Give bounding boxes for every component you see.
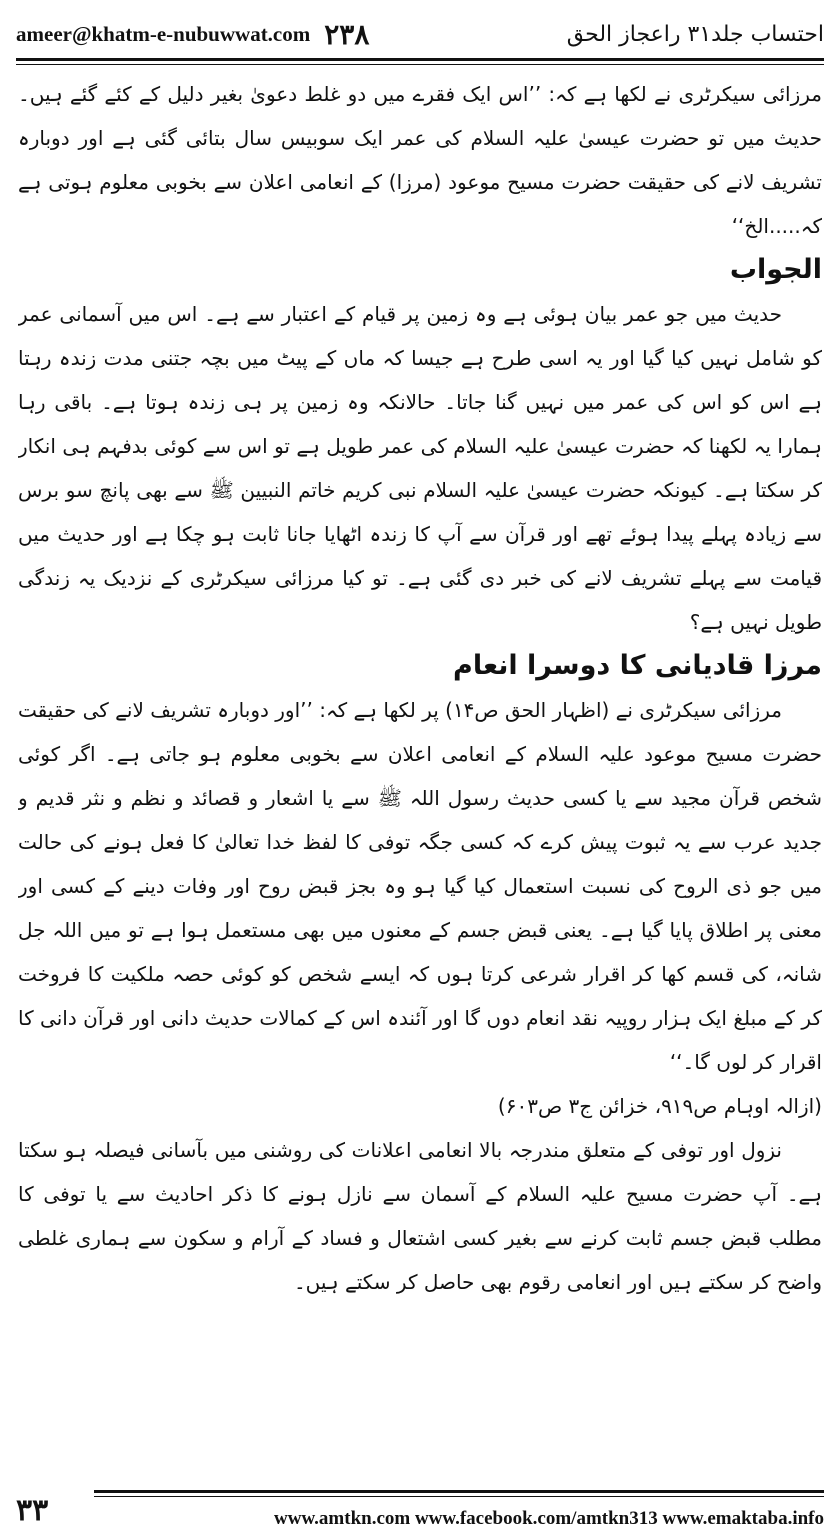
header-rule — [16, 58, 824, 61]
paragraph-conclusion: نزول اور توفی کے متعلق مندرجہ بالا انعامی اعلانات کی روشنی میں بآسانی فیصلہ ہو سکتا ہے۔ آپ حضرت مسیح علیہ السلام کے آسمان سے نازل ہونے کا ذکر احادیث سے یا توفی کا مطلب قبض جسم ثابت کرنے سے بغیر کسی اشتعال و فساد کے آرام و سکون سے ہماری غلطی واضح کر سکتے ہیں اور انعامی رقوم بھی حاصل کر سکتے ہیں۔ — [18, 1138, 822, 1294]
footer-rule-thin — [94, 1496, 824, 1497]
header-page-number: ۲۳۸ — [324, 17, 370, 51]
footer-websites[interactable]: www.amtkn.com www.facebook.com/amtkn313 www.emaktaba.info — [274, 1508, 824, 1529]
page-header — [16, 14, 824, 54]
page-body — [18, 72, 822, 1472]
header-book-title: احتساب جلد۳۱ راعجاز الحق — [566, 21, 824, 47]
footer-rule-area — [94, 1486, 824, 1530]
header-email: ameer@khatm-e-nubuwwat.com — [16, 21, 311, 46]
citation-reference: (ازالہ اوہام ص۹۱۹، خزائن ج۳ ص۶۰۳) — [497, 1094, 822, 1118]
paragraph-quote-secretary: مرزائی سیکرٹری نے لکھا ہے کہ: ’’اس ایک فقرے میں دو غلط دعویٰ بغیر دلیل کے کئے گئے ہیں۔ حدیث میں تو حضرت عیسیٰ علیہ السلام کی عمر ایک سوبیس سال بتائی گئی ہے اور دوبارہ تشریف لانے کی حقیقت حضرت مسیح موعود (مرزا) کے انعامی اعلان سے بخوبی معلوم ہوتی ہے کہ.....الخ‘‘ — [18, 82, 822, 238]
footer-rule — [94, 1490, 824, 1493]
heading-second-prize: مرزا قادیانی کا دوسرا انعام — [453, 650, 822, 681]
header-rule-thin — [16, 64, 824, 65]
heading-answer: الجواب — [729, 254, 822, 285]
page-footer — [16, 1486, 824, 1530]
paragraph-answer: حدیث میں جو عمر بیان ہوئی ہے وہ زمین پر قیام کے اعتبار سے ہے۔ اس میں آسمانی عمر کو شامل نہیں کیا گیا اور یہ اسی طرح ہے جیسا کہ ماں کے پیٹ میں بچہ جتنی مدت زندہ رہتا ہے اس کو اس کی عمر میں نہیں گنا جاتا۔ حالانکہ وہ زمین پر ہی زندہ ہوتا ہے۔ باقی رہا ہمارا یہ لکھنا کہ حضرت عیسیٰ علیہ السلام کی عمر طویل ہے تو اس سے کوئی بدفہم ہی انکار کر سکتا ہے۔ کیونکہ حضرت عیسیٰ علیہ السلام نبی کریم خاتم النبیین ﷺ سے بھی پانچ سو برس سے زیادہ پہلے پیدا ہوئے تھے اور قرآن سے آپ کا زندہ اٹھایا جانا ثابت ہو چکا ہے اور حدیث میں قیامت سے پہلے تشریف لانے کی خبر دی گئی ہے۔ تو کیا مرزائی سیکرٹری کے نزدیک یہ زندگی طویل نہیں ہے؟ — [18, 302, 822, 634]
footer-page-number: ۳۳ — [16, 1493, 49, 1528]
header-left-group — [16, 18, 369, 51]
paragraph-prize-quote: مرزائی سیکرٹری نے (اظہار الحق ص۱۴) پر لکھا ہے کہ: ’’اور دوبارہ تشریف لانے کی حقیقت حضرت مسیح موعود علیہ السلام کے انعامی اعلان سے بخوبی معلوم ہو جاتی ہے۔ اگر کوئی شخص قرآن مجید سے یا کسی حدیث رسول اللہ ﷺ سے یا اشعار و قصائد و نظم و نثر قدیم و جدید عرب سے یہ ثبوت پیش کرے کہ کسی جگہ توفی کا لفظ خدا تعالیٰ کا فعل ہونے کی حالت میں جو ذی الروح کی نسبت استعمال کیا گیا ہو وہ بجز قبض روح اور وفات دینے کے کسی اور معنی پر اطلاق پایا گیا ہے۔ یعنی قبض جسم کے معنوں میں بھی مستعمل ہوا ہے تو میں اللہ جل شانہ، کی قسم کھا کر اقرار شرعی کرتا ہوں کہ ایسے شخص کو کوئی حصہ ملکیت کا فروخت کر کے مبلغ ایک ہزار روپیہ نقد انعام دوں گا اور آئندہ اس کے کمالات حدیث دانی اور قرآن دانی کا اقرار کر لوں گا۔‘‘ — [18, 698, 822, 1074]
